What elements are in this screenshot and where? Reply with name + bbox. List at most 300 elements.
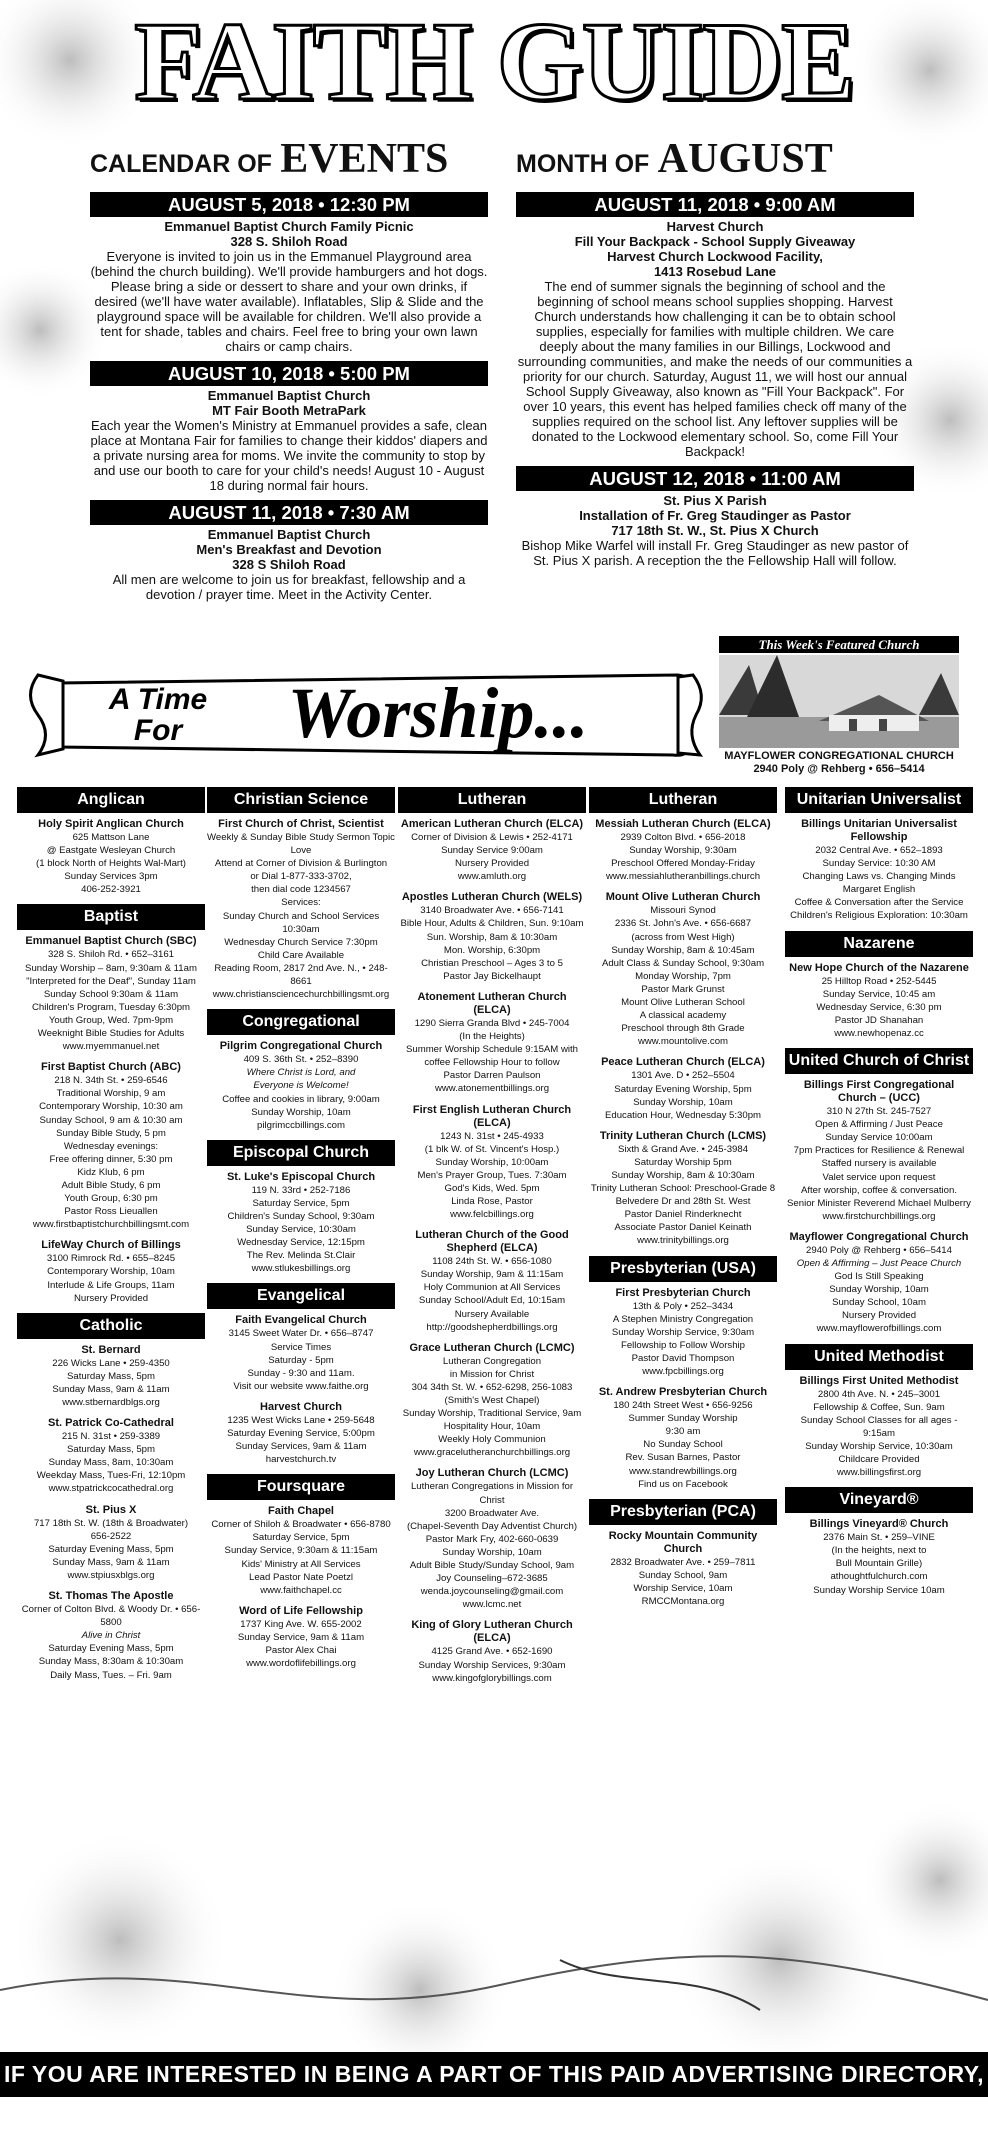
event-heading-line: Fill Your Backpack - School Supply Giveaway (574, 234, 856, 249)
church-detail: Sunday Worship Service 10am (813, 1584, 945, 1596)
church-listing (207, 1314, 395, 1392)
church-name: Trinity Lutheran Church (LCMS) (599, 1129, 767, 1142)
church-detail: Margaret English (842, 884, 916, 896)
church-detail: www.wordoflifebillings.org (246, 1658, 356, 1670)
church-name: St. Bernard (81, 1343, 141, 1356)
directory-column-4 (589, 787, 777, 1616)
church-detail: Kids' Ministry at All Services (241, 1558, 361, 1570)
church-name: Holy Spirit Anglican Church (38, 818, 184, 830)
church-detail: Sunday Services 3pm (64, 871, 158, 883)
church-name: Pilgrim Congregational Church (219, 1040, 383, 1053)
church-detail: Pastor Alex Chai (265, 1645, 337, 1657)
church-detail: Sunday Mass, 9am & 11am (52, 1556, 170, 1568)
church-detail: Fellowship & Coffee, Sun. 9am (813, 1401, 945, 1413)
church-listing (207, 1605, 395, 1670)
church-detail: Contemporary Worship, 10:30 am (39, 1101, 183, 1113)
church-listing (207, 818, 395, 1001)
event-heading-line: Emmanuel Baptist Church (207, 388, 371, 403)
featured-church-address: 2940 Poly @ Rehberg • 656–5414 (753, 763, 925, 775)
church-listing (398, 1619, 586, 1684)
church-detail: www.gracelutheranchurchbillings.org (413, 1447, 571, 1459)
church-detail: (In the Heights) (459, 1031, 525, 1043)
church-detail: 180 24th Street West • 656-9256 (613, 1400, 753, 1412)
church-detail: Sunday Worship, 10am (251, 1106, 351, 1118)
church-name: St. Pius X (85, 1503, 137, 1516)
banner-for: For (133, 714, 183, 747)
church-detail: Mon. Worship, 6:30pm (443, 944, 541, 956)
church-name: Word of Life Fellowship (239, 1604, 363, 1617)
footer-advertising-notice: IF YOU ARE INTERESTED IN BEING A PART OF THIS PAID ADVERTISING DIRECTORY, CALL 657-1495. (0, 2052, 988, 2097)
denomination-heading: United Church of Christ (785, 1048, 973, 1074)
church-detail: Pastor Mark Grunst (641, 983, 725, 995)
church-detail: wenda.joycounseling@gmail.com (420, 1586, 564, 1598)
church-detail: Alive in Christ (81, 1630, 141, 1642)
church-detail: Men's Prayer Group, Tues. 7:30am (417, 1169, 567, 1181)
denomination-heading: Presbyterian (USA) (589, 1256, 777, 1282)
church-detail: Monday Worship, 7pm (635, 970, 731, 982)
church-name: Rocky Mountain Community Church (608, 1529, 758, 1555)
church-detail: Sunday Worship, 10am (829, 1284, 929, 1296)
church-detail: www.mountolive.com (637, 1036, 729, 1048)
church-listing (785, 1518, 973, 1596)
event-heading-line: 1413 Rosebud Lane (653, 264, 777, 279)
church-detail: Visit our website www.faithe.org (233, 1380, 369, 1392)
directory-column-5 (785, 787, 973, 1605)
event-heading-line: St. Pius X Parish (663, 493, 767, 508)
church-detail: Lutheran Congregations in Mission for Christ (410, 1481, 574, 1506)
event-heading-line: Harvest Church Lockwood Facility, (607, 249, 823, 264)
church-detail: Free offering dinner, 5:30 pm (49, 1153, 173, 1165)
church-detail: Reading Room, 2817 2nd Ave. N., • 248-8661 (214, 962, 388, 988)
event-heading-line: MT Fair Booth MetraPark (212, 403, 366, 418)
church-detail: www.fpcbillings.org (642, 1366, 724, 1377)
event-heading-line: 328 S. Shiloh Road (230, 234, 348, 249)
events-right-column (516, 190, 914, 575)
church-detail: God Is Still Speaking (834, 1271, 924, 1283)
church-detail: Sunday Mass, 9am & 11am (52, 1383, 170, 1395)
church-detail: Nursery Provided (841, 1310, 917, 1322)
church-detail: Saturday Worship 5pm (634, 1156, 732, 1168)
church-detail: Nursery Provided (73, 1292, 149, 1304)
church-detail: Sunday Worship, 10am (633, 1096, 733, 1108)
church-name: Billings Unitarian Universalist Fellowship (801, 818, 957, 843)
church-detail: www.amluth.org (457, 871, 527, 883)
denomination-heading: Baptist (17, 904, 205, 930)
church-detail: Mount Olive Lutheran School (621, 997, 745, 1009)
event-date-bar: AUGUST 11, 2018 • 7:30 AM (90, 500, 488, 525)
church-detail: Sunday - 9:30 and 11am. (247, 1367, 355, 1379)
church-listing (17, 1590, 205, 1682)
event-heading-line: Installation of Fr. Greg Staudinger as Pastor (579, 508, 851, 523)
church-detail: 1301 Ave. D • 252–5504 (631, 1070, 735, 1082)
church-detail: Sunday Services, 9am & 11am (235, 1441, 367, 1453)
church-listing (17, 1417, 205, 1495)
church-detail: Sunday Mass, 8am, 10:30am (48, 1457, 174, 1469)
church-detail: (In the heights, next to (831, 1545, 927, 1557)
church-name: Lutheran Church of the Good Shepherd (ELCA) (415, 1229, 569, 1255)
church-detail: Saturday - 5pm (268, 1354, 334, 1366)
church-detail: Sunday Service, 9:30am & 11:15am (224, 1545, 378, 1557)
denomination-heading: Episcopal Church (207, 1140, 395, 1166)
church-detail: Adult Bible Study, 6 pm (61, 1179, 161, 1191)
church-listing (207, 1505, 395, 1597)
church-name: Billings Vineyard® Church (809, 1518, 949, 1531)
church-detail: 218 N. 34th St. • 259-6546 (54, 1075, 168, 1087)
church-detail: www.standrewbillings.org (629, 1465, 737, 1477)
church-detail: 656-2522 (90, 1530, 132, 1542)
church-name: New Hope Church of the Nazarene (789, 961, 969, 974)
denomination-heading: Catholic (17, 1313, 205, 1339)
church-detail: Belvedere Dr and 28th St. West (615, 1196, 751, 1208)
church-detail: 1737 King Ave. W. 655-2002 (240, 1618, 362, 1630)
church-detail: Sunday Service, 10:45 am (822, 988, 936, 1000)
church-detail: www.mayflowerofbillings.com (816, 1323, 942, 1335)
church-detail: Sunday School 9:30am & 11am (43, 988, 179, 1000)
church-detail: www.firstbaptistchurchbillingsmt.com (32, 1219, 190, 1231)
church-listing (398, 818, 586, 883)
church-detail: 4125 Grand Ave. • 652-1690 (431, 1646, 553, 1658)
church-detail: 2376 Main St. • 259–VINE (823, 1532, 935, 1544)
church-detail: Bull Mountain Grille) (835, 1558, 923, 1570)
church-detail: Contemporary Worship, 10am (47, 1266, 175, 1278)
church-detail: Service Times (270, 1341, 332, 1353)
masthead-title: FAITH GUIDE (134, 0, 854, 124)
church-detail: Sunday Worship, 8am & 10:30am (611, 1169, 755, 1181)
denomination-heading: Anglican (17, 787, 205, 813)
church-name: St. Luke's Episcopal Church (226, 1170, 376, 1183)
directory-column-2 (207, 787, 395, 1678)
church-listing (398, 1467, 586, 1611)
church-detail: Saturday Service, 5pm (252, 1532, 350, 1544)
featured-church-label: This Week's Featured Church (719, 636, 959, 653)
church-detail: athoughtfulchurch.com (830, 1571, 928, 1583)
church-detail: Sunday Service 10:00am (825, 1132, 933, 1144)
church-detail: Coffee and cookies in library, 9:00am (222, 1093, 380, 1105)
church-detail: 3100 Rimrock Rd. • 655–8245 (46, 1253, 176, 1265)
church-detail: www.newhopenaz.cc (834, 1027, 924, 1039)
church-detail: Bible Hour, Adults & Children, Sun. 9:10am (400, 918, 584, 930)
event-date-bar: AUGUST 5, 2018 • 12:30 PM (90, 192, 488, 217)
church-detail: 717 18th St. W. (18th & Broadwater) (33, 1517, 189, 1529)
church-detail: www.stpiusxblgs.org (67, 1569, 155, 1581)
church-detail: www.firstchurchbillings.org (822, 1210, 936, 1222)
church-listing (589, 1056, 777, 1121)
church-detail: 2336 St. John's Ave. • 656-6687 (614, 918, 752, 930)
church-detail: 1290 Sierra Granda Blvd • 245-7004 (414, 1017, 570, 1029)
church-listing (785, 1375, 973, 1480)
denomination-heading: Evangelical (207, 1283, 395, 1309)
event-description: The end of summer signals the beginning of school and the beginning of school means school supplies shopping. Harvest Church understands how challenging it can be to obtain school supplies, especially for families with multiple children. We care deeply about the many families in our Billings, Lockwood and surrounding communities, and make the needs of our communities a priority for our church. Saturday, August 11, we will host our annual School Supply Giveaway, also known as "Fill Your Backpack". For over 10 years, this event has helped families check off many of the supplies required on the school list. Any leftover supplies will be donated to the Lockwood elementary school. So, come Fill Your Backpack! (517, 279, 913, 459)
church-detail: After worship, coffee & conversation. (800, 1184, 958, 1196)
church-detail: 2800 4th Ave. N. • 245–3001 (817, 1388, 941, 1400)
church-detail: Weekly Holy Communion (438, 1434, 546, 1446)
church-listing (17, 1504, 205, 1582)
church-name: First English Lutheran Church (ELCA) (412, 1103, 572, 1129)
denomination-heading: Unitarian Universalist (785, 787, 973, 813)
church-listing (785, 962, 973, 1040)
church-detail: Sunday Service 9:00am (441, 845, 543, 857)
church-detail: 119 N. 33rd • 252-7186 (251, 1184, 351, 1196)
church-detail: Saturday Evening Service, 5:00pm (227, 1428, 375, 1439)
church-detail: Staffed nursery is available (821, 1158, 937, 1170)
church-listing (589, 1530, 777, 1608)
church-detail: Pastor Ross Lieuallen (64, 1206, 158, 1218)
event-heading-line: Emmanuel Baptist Church (207, 527, 371, 542)
church-detail: 1235 West Wicks Lane • 259-5648 (227, 1414, 375, 1426)
church-detail: Sunday Service, 10:30am (246, 1224, 356, 1236)
church-name: King of Glory Lutheran Church (ELCA) (411, 1619, 573, 1645)
church-detail: www.trinitybillings.org (637, 1235, 729, 1247)
church-listing (398, 891, 586, 983)
church-detail: Saturday Evening Worship, 5pm (614, 1083, 752, 1095)
event-description: Each year the Women's Ministry at Emmanuel provides a safe, clean place at Montana Fair for families to change their kiddos' diapers and a private nursing area for moms. We invite the community to stop by and use our booth to care for your child's needs! August 10 - August 18 during normal fair hours. (90, 418, 488, 493)
church-detail: Sunday School, 9am (638, 1569, 728, 1581)
event-description: Bishop Mike Warfel will install Fr. Greg Staudinger as new pastor of St. Pius X parish. A reception the the Fellowship Hall will follow. (521, 538, 909, 568)
church-detail: "Interpreted for the Deaf", Sunday 11am (26, 975, 196, 987)
church-detail: 25 Hilltop Road • 252-5445 (821, 975, 937, 987)
church-name: Billings First Congregational Church – (UCC) (803, 1079, 955, 1105)
event-heading-line: 328 S Shiloh Road (232, 557, 346, 572)
events-left-column (90, 190, 488, 609)
church-detail: Sunday Service: 10:30 AM (822, 858, 936, 870)
banner-worship: Worship... (287, 673, 589, 753)
church-listing (785, 818, 973, 923)
church-name: Harvest Church (260, 1400, 342, 1413)
church-detail: Everyone is Welcome! (253, 1080, 349, 1092)
church-detail: www.stpatrickcocathedral.org (48, 1483, 174, 1495)
church-detail: A Stephen Ministry Congregation (612, 1313, 754, 1325)
church-detail: Love (290, 845, 312, 857)
church-detail: Youth Group, 6:30 pm (64, 1193, 158, 1205)
church-listing (398, 1104, 586, 1222)
church-detail: Open & Affirming / Just Peace (815, 1119, 943, 1131)
church-detail: Rev. Susan Barnes, Pastor (625, 1452, 741, 1464)
church-detail: Sun. Worship, 8am & 10:30am (426, 931, 558, 943)
church-detail: 2032 Central Ave. • 652–1893 (815, 845, 943, 856)
church-detail: Sunday Church and School Services 10:30am (222, 910, 380, 935)
church-detail: Weekly & Sunday Bible Study Sermon Topic (207, 832, 395, 843)
church-detail: Summer Worship Schedule 9:15AM with (405, 1044, 579, 1056)
church-detail: 409 S. 36th St. • 252–8390 (243, 1054, 359, 1066)
event-date-bar: AUGUST 12, 2018 • 11:00 AM (516, 466, 914, 491)
church-detail: Children's Sunday School, 9:30am (227, 1210, 375, 1222)
featured-church-photo (719, 655, 959, 748)
church-detail: 304 34th St. W. • 652-6298, 256-1083 (411, 1381, 573, 1393)
church-detail: A classical academy (639, 1010, 727, 1022)
church-detail: Child Care Available (257, 949, 345, 961)
church-listing (589, 891, 777, 1048)
church-listing (17, 1061, 205, 1231)
church-detail: Linda Rose, Pastor (451, 1195, 533, 1207)
church-name: Messiah Lutheran Church (ELCA) (595, 818, 771, 830)
church-listing (589, 1287, 777, 1379)
church-detail: Sunday Service, 9am & 11am (237, 1631, 365, 1643)
church-detail: Sunday School, 9 am & 10:30 am (39, 1114, 183, 1126)
church-detail: Worship Service, 10am (633, 1582, 733, 1594)
church-detail: Kidz Klub, 6 pm (77, 1166, 145, 1178)
featured-church-name: MAYFLOWER CONGREGATIONAL CHURCH (724, 750, 954, 762)
church-detail: Corner of Colton Blvd. & Woody Dr. • 656-5800 (21, 1604, 201, 1629)
church-detail: Sunday Worship, 10:00am (435, 1156, 549, 1168)
month-of-august-subtitle: MONTH OF AUGUST (516, 136, 833, 182)
church-detail: 2832 Broadwater Ave. • 259–7811 (610, 1556, 756, 1568)
church-listing (589, 1386, 777, 1491)
directory-column-1 (17, 787, 205, 1690)
church-detail: Trinity Lutheran School: Preschool-Grade 8 (590, 1183, 776, 1195)
church-detail: Pastor Darren Paulson (443, 1070, 541, 1082)
church-detail: 1243 N. 31st • 245-4933 (440, 1130, 544, 1142)
church-detail: or Dial 1-877-333-3702, (250, 871, 352, 883)
church-detail: Weekday Mass, Tues-Fri, 12:10pm (36, 1470, 186, 1482)
church-detail: Joy Counseling–672-3685 (436, 1573, 548, 1585)
church-detail: Saturday Mass, 5pm (67, 1370, 155, 1382)
church-name: Joy Lutheran Church (LCMC) (415, 1467, 569, 1480)
denomination-heading: Lutheran (398, 787, 586, 813)
church-detail: Nursery Provided (454, 858, 530, 870)
church-detail: Saturday Evening Mass, 5pm (48, 1543, 174, 1555)
church-name: Faith Evangelical Church (235, 1314, 367, 1327)
church-detail: www.billingsfirst.org (836, 1467, 922, 1479)
church-detail: Saturday Mass, 5pm (67, 1444, 155, 1456)
church-detail: Open & Affirming – Just Peace Church (796, 1257, 962, 1269)
church-detail: www.kingofglorybillings.com (432, 1672, 552, 1684)
church-detail: Pastor JD Shanahan (834, 1014, 924, 1026)
church-detail: Sunday Mass, 8:30am & 10:30am (38, 1656, 184, 1668)
church-detail: 9:30 am (665, 1426, 701, 1438)
church-listing (589, 818, 777, 883)
church-detail: 1108 24th St. W. • 656-1080 (432, 1256, 552, 1268)
church-detail: 215 N. 31st • 259-3389 (61, 1431, 161, 1443)
church-listing (17, 818, 205, 896)
church-listing (398, 991, 586, 1096)
church-detail: Daily Mass, Tues. – Fri. 9am (50, 1669, 172, 1681)
church-detail: Saturday Evening Mass, 5pm (48, 1643, 174, 1655)
featured-church-caption (719, 750, 959, 776)
church-detail: Childcare Provided (838, 1454, 920, 1465)
church-detail: Sunday Worship Service, 10:30am (805, 1440, 953, 1452)
church-detail: Saturday Service, 5pm (252, 1197, 350, 1209)
church-detail: Sunday Worship, 9am & 11:15am (420, 1269, 564, 1281)
church-detail: 226 Wicks Lane • 259-4350 (52, 1357, 170, 1369)
directory-column-3 (398, 787, 586, 1693)
church-name: St. Andrew Presbyterian Church (598, 1386, 768, 1399)
church-detail: Holy Communion at All Services (423, 1282, 561, 1294)
banner-a-time: A Time (108, 683, 208, 716)
church-listing (17, 935, 205, 1053)
time-for-worship-banner (18, 665, 708, 760)
church-detail: Changing Laws vs. Changing Minds (802, 871, 956, 883)
church-detail: Valet service upon request (822, 1171, 936, 1183)
church-detail: 13th & Poly • 252–3434 (632, 1300, 734, 1312)
denomination-heading: Foursquare (207, 1474, 395, 1500)
church-detail: 310 N 27th St. 245-7527 (826, 1106, 932, 1118)
church-detail: 2940 Poly @ Rehberg • 656–5414 (806, 1244, 952, 1256)
church-detail: Wednesday Service, 12:15pm (237, 1237, 365, 1249)
church-detail: in Mission for Christ (449, 1368, 535, 1380)
church-detail: Wednesday evenings: (63, 1140, 159, 1152)
church-detail: Lead Pastor Nate Poetzl (249, 1571, 353, 1583)
denomination-heading: Presbyterian (PCA) (589, 1499, 777, 1525)
church-detail: Youth Group, Wed. 7pm-9pm (48, 1014, 174, 1026)
church-detail: Hospitality Hour, 10am (443, 1421, 541, 1433)
church-detail: @ Eastgate Wesleyan Church (46, 845, 176, 857)
church-detail: Pastor Daniel Rinderknecht (624, 1209, 742, 1221)
church-detail: Sunday Worship – 8am, 9:30am & 11am (25, 962, 197, 974)
church-detail: Summer Sunday Worship (628, 1413, 738, 1425)
church-listing (17, 1344, 205, 1409)
church-detail: Wednesday Service, 6:30 pm (816, 1001, 942, 1013)
church-name: First Church of Christ, Scientist (218, 818, 384, 830)
church-detail: www.stlukesbillings.org (251, 1263, 351, 1275)
church-detail: Sixth & Grand Ave. • 245-3984 (617, 1143, 749, 1155)
church-detail: www.lcmc.net (462, 1599, 522, 1611)
denomination-heading: Nazarene (785, 931, 973, 957)
church-name: Mayflower Congregational Church (789, 1230, 969, 1243)
church-detail: www.messiahlutheranbillings.church (605, 871, 761, 883)
church-detail: Sunday Worship, Traditional Service, 9am (402, 1408, 582, 1420)
church-listing (207, 1040, 395, 1132)
event-heading-line: Emmanuel Baptist Church Family Picnic (164, 219, 414, 234)
church-detail: harvestchurch.tv (265, 1454, 337, 1466)
denomination-heading: Vineyard® (785, 1487, 973, 1513)
church-detail: Interlude & Life Groups, 11am (47, 1279, 175, 1291)
church-name: Faith Chapel (267, 1505, 334, 1518)
church-detail: 7pm Practices for Resilience & Renewal (793, 1145, 965, 1157)
denomination-heading: Lutheran (589, 787, 777, 813)
church-detail: www.atonementbillings.org (434, 1083, 550, 1095)
church-detail: (1 block North of Heights Wal-Mart) (36, 858, 186, 870)
church-detail: (1 blk W. of St. Vincent's Hosp.) (424, 1143, 560, 1155)
church-detail: The Rev. Melinda St.Clair (246, 1250, 356, 1262)
church-detail: Sunday School Classes for all ages - 9:15am (800, 1414, 958, 1439)
church-listing (207, 1171, 395, 1276)
church-listing (17, 1239, 205, 1304)
church-listing (207, 1401, 395, 1466)
church-name: American Lutheran Church (ELCA) (400, 818, 584, 830)
event-description: All men are welcome to join us for breakfast, fellowship and a devotion / prayer time. Meet in the Activity Center. (112, 572, 466, 602)
church-detail: 328 S. Shiloh Rd. • 652–3161 (47, 949, 175, 961)
church-name: Emmanuel Baptist Church (SBC) (25, 935, 197, 948)
church-detail: Sunday Bible Study, 5 pm (56, 1127, 166, 1139)
church-name: St. Thomas The Apostle (48, 1590, 174, 1603)
church-listing (785, 1231, 973, 1336)
church-detail: www.christiansciencechurchbillingsmt.org (212, 989, 390, 1001)
church-detail: 406-252-3921 (81, 884, 141, 896)
event-heading-line: Harvest Church (666, 219, 764, 234)
church-detail: Adult Bible Study/Sunday School, 9am (409, 1560, 575, 1572)
church-detail: 3140 Broadwater Ave. • 656-7141 (420, 905, 564, 917)
denomination-heading: Congregational (207, 1009, 395, 1035)
church-detail: http://goodshepherdbillings.org (426, 1321, 558, 1333)
church-listing (785, 1079, 973, 1223)
church-detail: (Chapel-Seventh Day Adventist Church) (406, 1520, 578, 1532)
event-description: Everyone is invited to join us in the Emmanuel Playground area (behind the church building). We'll provide hamburgers and hot dogs. Please bring a side or dessert to share and your own drinks, if desired (we'll have water available). Inflatables, Slip & Slide and the playground space will be available for children. We'll also provide a tent for shade, tables and chairs. Feel free to bring your own lawn chairs or camp chairs. (90, 249, 488, 354)
event-date-bar: AUGUST 11, 2018 • 9:00 AM (516, 192, 914, 217)
church-detail: Sunday Worship, 8am & 10:45am (611, 944, 755, 956)
church-name: Peace Lutheran Church (ELCA) (601, 1056, 765, 1069)
church-name: Grace Lutheran Church (LCMC) (409, 1341, 575, 1354)
church-detail: Sunday Worship Service, 9:30am (611, 1326, 755, 1338)
church-detail: Lutheran Congregation (442, 1355, 542, 1367)
church-detail: Sunday Worship, 10am (442, 1546, 542, 1558)
church-detail: Wednesday Church Service 7:30pm (224, 936, 378, 948)
church-detail: (Smith's West Chapel) (444, 1395, 540, 1406)
church-name: Atonement Lutheran Church (ELCA) (417, 990, 567, 1016)
event-heading-line: 717 18th St. W., St. Pius X Church (611, 523, 819, 538)
church-detail: Weeknight Bible Studies for Adults (37, 1028, 185, 1040)
church-detail: Pastor Jay Bickelhaupt (443, 970, 541, 982)
church-detail: Sunday School, 10am (832, 1297, 926, 1309)
